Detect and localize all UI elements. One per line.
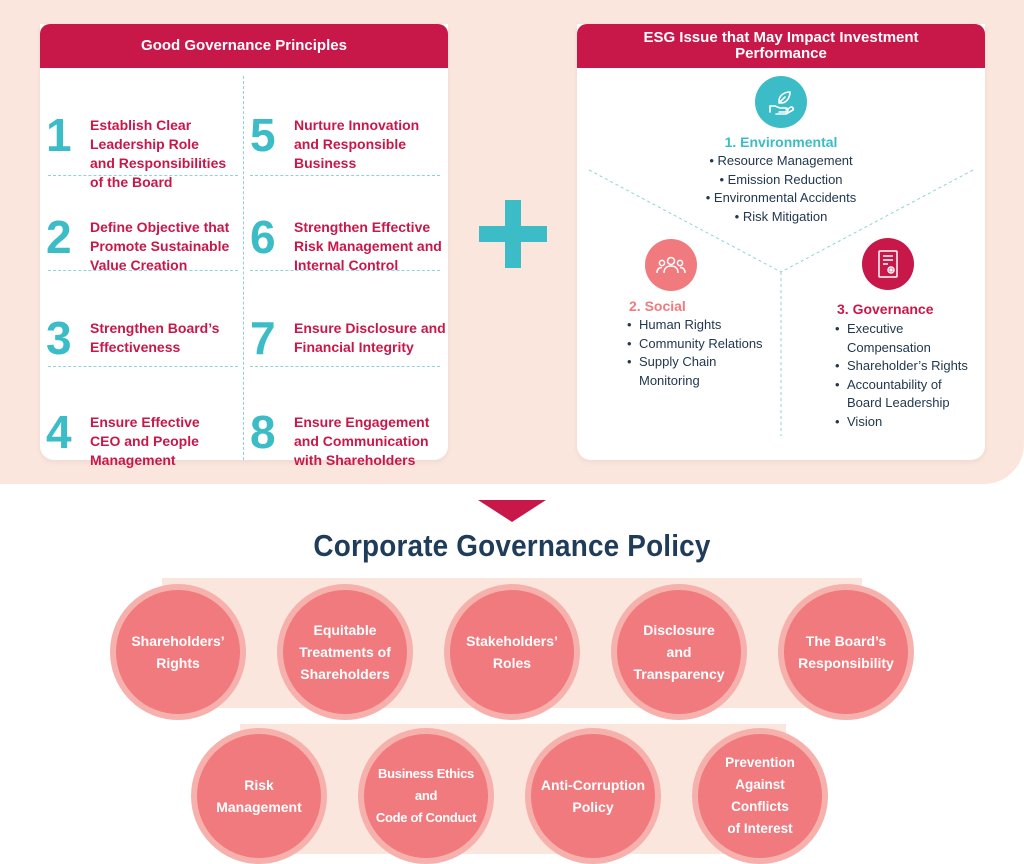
policy-circle: The Board’s Responsibility xyxy=(778,584,914,720)
social-title: 2. Social xyxy=(629,298,686,314)
down-arrow-icon xyxy=(478,500,546,522)
principle-number: 1 xyxy=(46,109,72,161)
policy-title: Corporate Governance Policy xyxy=(313,528,711,563)
principle-text: Strengthen Effective Risk Management and Internal Control xyxy=(294,219,442,273)
governance-title: 3. Governance xyxy=(837,301,934,317)
principle-item xyxy=(250,211,442,275)
row-divider xyxy=(250,175,440,176)
social-list xyxy=(627,316,777,390)
people-group-icon xyxy=(645,239,697,291)
environmental-item: • Resource Management xyxy=(577,152,985,171)
environmental-list xyxy=(577,152,985,226)
hand-leaf-icon xyxy=(755,76,807,128)
principle-item xyxy=(250,406,430,470)
social-item: • Community Relations xyxy=(627,335,777,354)
document-seal-icon xyxy=(862,238,914,290)
governance-item: • Executive Compensation xyxy=(835,320,985,357)
principle-number: 4 xyxy=(46,406,72,458)
environmental-item: • Emission Reduction xyxy=(577,171,985,190)
row-divider xyxy=(250,366,440,367)
policy-circle: Shareholders’ Rights xyxy=(110,584,246,720)
esg-panel xyxy=(577,24,985,460)
governance-list xyxy=(835,320,985,431)
social-item: • Supply Chain Monitoring xyxy=(627,353,777,390)
esg-panel-title: ESG Issue that May Impact Investment Performance xyxy=(577,24,985,68)
policy-circle: Stakeholders’ Roles xyxy=(444,584,580,720)
principle-item xyxy=(250,109,420,173)
principles-panel xyxy=(40,24,448,468)
social-item: • Human Rights xyxy=(627,316,777,335)
policy-circle: Prevention Against Conflicts of Interest xyxy=(692,728,828,864)
plus-icon xyxy=(479,200,547,268)
policy-circle: Disclosure and Transparency xyxy=(611,584,747,720)
governance-item: • Accountability of Board Leadership xyxy=(835,376,985,413)
principle-text: Ensure Disclosure and Financial Integrity xyxy=(294,320,446,355)
principle-text: Nurture Innovation and Responsible Business xyxy=(294,117,420,171)
principle-number: 8 xyxy=(250,406,276,458)
principles-panel-title: Good Governance Principles xyxy=(40,24,448,68)
environmental-title: 1. Environmental xyxy=(724,134,838,150)
principle-item xyxy=(250,312,446,364)
principle-item xyxy=(46,406,200,470)
principle-number: 6 xyxy=(250,211,276,263)
principle-text: Establish Clear Leadership Role and Responsibilities of the Board xyxy=(90,117,227,190)
governance-item: • Shareholder’s Rights xyxy=(835,357,985,376)
principle-text: Define Objective that Promote Sustainable Value Creation xyxy=(90,219,230,273)
principle-text: Ensure Engagement and Communication with Shareholders xyxy=(294,414,430,468)
principle-item xyxy=(46,109,227,192)
environmental-item: • Environmental Accidents xyxy=(577,189,985,208)
environmental-item: • Risk Mitigation xyxy=(577,208,985,227)
policy-circle: Equitable Treatments of Shareholders xyxy=(277,584,413,720)
policy-circle: Business Ethics and Code of Conduct xyxy=(358,728,494,864)
principle-item xyxy=(46,211,230,275)
principle-text: Strengthen Board’s Effectiveness xyxy=(90,320,220,355)
policy-circle: Anti-Corruption Policy xyxy=(525,728,661,864)
principle-number: 5 xyxy=(250,109,276,161)
principle-number: 2 xyxy=(46,211,72,263)
principle-number: 3 xyxy=(46,312,72,364)
principle-number: 7 xyxy=(250,312,276,364)
policy-circle: Risk Management xyxy=(191,728,327,864)
principles-grid xyxy=(40,68,448,468)
governance-item: • Vision xyxy=(835,413,985,432)
row-divider xyxy=(48,366,238,367)
principle-item xyxy=(46,312,220,364)
principle-text: Ensure Effective CEO and People Management xyxy=(90,414,200,468)
column-divider xyxy=(243,76,244,460)
